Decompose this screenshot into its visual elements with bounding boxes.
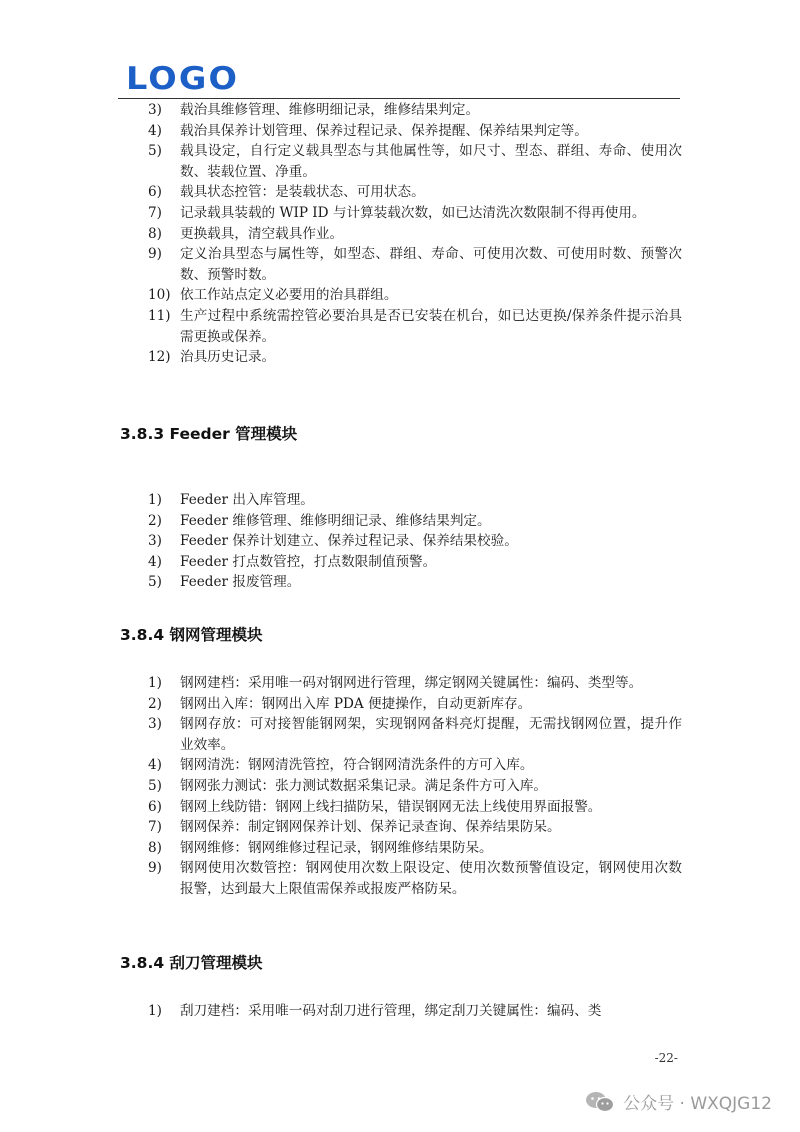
list-item-text: 钢网清洗：钢网清洗管控，符合钢网清洗条件的方可入库。 [180,757,534,774]
list-item-number: 8) [148,839,162,856]
list-item-text: Feeder 报废管理。 [180,574,301,591]
page-number: -22- [654,1051,678,1065]
list-item [148,552,682,573]
list-item-text: 载具状态控管：是装载状态、可用状态。 [180,184,425,201]
list-item-text: 定义治具型态与属性等，如型态、群组、寿命、可使用次数、可使用时数、预警次数、预警时数。 [180,246,682,283]
list-item [148,858,682,899]
list-item-text: 更换载具，清空载具作业。 [180,225,344,242]
watermark-text: 公众号 · WXQJG12 [623,1094,772,1114]
list-item-number: 3) [148,716,162,733]
list-item-number: 9) [148,860,162,877]
list-item [148,531,682,552]
list-item [148,673,682,694]
list-item [148,141,682,182]
list-item-number: 4) [148,553,162,570]
list-item-text: 钢网维修：钢网维修过程记录，钢网维修结果防呆。 [180,839,493,856]
list-item-number: 3) [148,102,162,118]
list-item-text: 钢网存放：可对接智能钢网架，实现钢网备料亮灯提醒，无需找钢网位置，提升作业效率。 [180,716,682,753]
list-item-number: 7) [148,204,162,221]
list-item-text: Feeder 出入库管理。 [180,492,314,508]
list-item-text: 生产过程中系统需控管必要治具是否已安装在机台，如已达更换/保养条件提示治具需更换或保养。 [180,307,682,345]
list-item-number: 4) [148,757,162,774]
list-item-number: 5) [148,777,162,794]
list-item-text: 刮刀建档：采用唯一码对刮刀进行管理，绑定刮刀关键属性：编码、类 [180,1003,602,1019]
list-item-number: 1) [148,492,162,508]
list-item [148,347,682,368]
list-item [148,797,682,818]
list-item-text: 载治具维修管理、维修明细记录，维修结果判定。 [180,102,480,118]
wechat-icon [585,1091,615,1113]
header-rule [118,98,680,99]
list-item [148,511,682,532]
list-item [148,121,682,142]
list-item-text: 治具历史记录。 [180,349,276,366]
list-item-number: 1) [148,1003,162,1019]
list-item [148,490,682,511]
list-item-number: 4) [148,122,162,139]
list-item-text: 载具设定，自行定义载具型态与其他属性等，如尺寸、型态、群组、寿命、使用次数、装载位置、净重。 [180,143,682,180]
list-item-text: Feeder 维修管理、维修明细记录、维修结果判定。 [180,512,491,529]
section-heading-squeegee: 3.8.4 刮刀管理模块 [120,954,263,972]
list-stencil [148,673,682,900]
list-item [148,244,682,285]
list-feeder [148,490,682,593]
list-item-number: 2) [148,512,162,529]
section-heading-feeder: 3.8.3 Feeder 管理模块 [120,425,298,443]
list-item-number: 2) [148,695,162,712]
list-item-number: 3) [148,533,162,550]
list-item-text: Feeder 保养计划建立、保养过程记录、保养结果校验。 [180,533,518,550]
list-item-number: 6) [148,184,162,201]
list-item-text: 钢网出入库：钢网出入库 PDA 便捷操作，自动更新库存。 [180,695,532,712]
list-item-number: 6) [148,798,162,815]
list-item [148,572,682,593]
list-item-number: 1) [148,675,162,691]
list-item [148,1001,682,1022]
list-item-number: 9) [148,246,162,263]
list-squeegee [148,1001,682,1022]
list-item [148,694,682,715]
list-item [148,224,682,245]
list-item [148,714,682,755]
list-item [148,285,682,306]
list-item [148,838,682,859]
list-continued [148,100,682,368]
list-item [148,182,682,203]
list-item [148,306,682,347]
list-item-number: 5) [148,143,162,160]
list-item-number: 8) [148,225,162,242]
list-item-text: 钢网使用次数管控：钢网使用次数上限设定、使用次数预警值设定，钢网使用次数报警，达到最大上限值需保养或报废严格防呆。 [180,860,682,897]
list-item-text: 依工作站点定义必要用的治具群组。 [180,287,398,304]
section-heading-stencil: 3.8.4 钢网管理模块 [120,626,263,644]
watermark [585,1089,772,1114]
list-item-text: 钢网建档：采用唯一码对钢网进行管理，绑定钢网关键属性：编码、类型等。 [180,675,643,691]
list-item-text: Feeder 打点数管控，打点数限制值预警。 [180,553,437,570]
logo: LOGO [126,61,240,97]
list-item-text: 钢网张力测试：张力测试数据采集记录。满足条件方可入库。 [180,777,548,794]
list-item-text: 钢网上线防错：钢网上线扫描防呆，错误钢网无法上线使用界面报警。 [180,798,602,815]
list-item-number: 11) [148,307,171,324]
list-item [148,776,682,797]
list-item-number: 5) [148,574,162,591]
list-item [148,817,682,838]
list-item [148,755,682,776]
list-item-number: 12) [148,349,171,366]
list-item [148,203,682,224]
list-item-text: 载治具保养计划管理、保养过程记录、保养提醒、保养结果判定等。 [180,122,588,139]
list-item [148,100,682,121]
list-item-number: 10) [148,287,171,304]
list-item-number: 7) [148,819,162,836]
list-item-text: 钢网保养：制定钢网保养计划、保养记录查询、保养结果防呆。 [180,819,561,836]
list-item-text: 记录载具装载的 WIP ID 与计算装载次数，如已达清洗次数限制不得再使用。 [180,204,646,221]
